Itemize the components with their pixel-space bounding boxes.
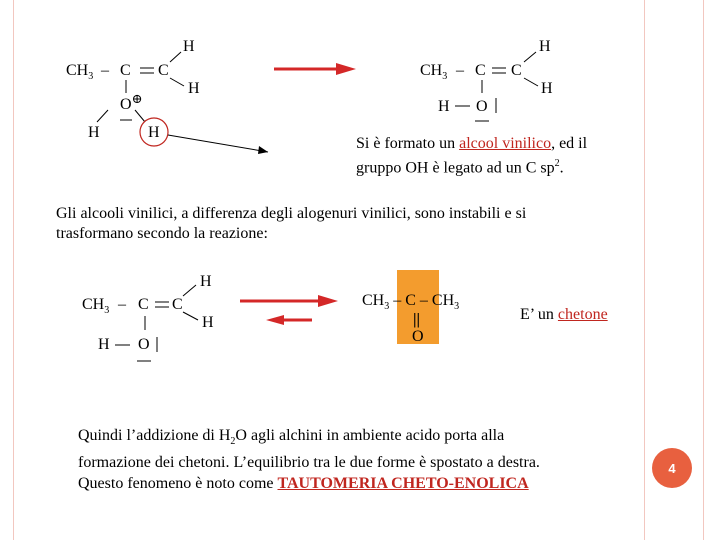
note-alcool-vinilico: Si è formato un alcool vinilico, ed il gruppo OH è legato ad un C $sp^2$.	[356, 135, 588, 177]
r2l-h-right: H	[202, 314, 214, 331]
r1-main-arrowhead	[336, 63, 356, 75]
r1l-dash: –	[101, 62, 109, 79]
term-chetone: chetone	[557, 306, 608, 323]
r1r-o: O	[476, 98, 488, 115]
r2l-o: O	[138, 336, 150, 353]
note-chetone: E’ un chetone	[520, 306, 608, 323]
r1l-o: O⊕	[120, 91, 143, 113]
r1-electron-arrow	[168, 135, 268, 152]
r2l-c1: C	[138, 296, 149, 313]
r2l-h-o: H	[98, 336, 110, 353]
r1-electron-arrowhead	[258, 146, 268, 154]
r1l-c1: C	[120, 62, 131, 79]
r2r-double-bond: ||	[413, 311, 421, 328]
r1r-h-o: H	[438, 98, 450, 115]
positive-charge-icon: ⊕	[131, 91, 143, 106]
r1l-c2: C	[158, 62, 169, 79]
page-number-badge: 4	[652, 448, 692, 488]
r2-forward-arrowhead	[318, 295, 338, 307]
r2r-o: O	[412, 328, 424, 345]
r2l-dash: –	[118, 296, 126, 313]
r2l-c2: C	[172, 296, 183, 313]
intro-paragraph: Gli alcooli vinilici, a differenza degli alogenuri vinilici, sono instabili e si trasformano secondo la reazione:	[56, 205, 527, 242]
r1l-h-left: H	[88, 124, 100, 141]
r1r-c1: C	[475, 62, 486, 79]
r1r-h-top: H	[539, 38, 551, 55]
conclusion-paragraph: Quindi l’addizione di $H_2O$ agli alchini in ambiente acido porta alla formazione dei chetoni. L’equilibrio tra le due forme è spostato a destra. Questo fenomeno è noto come TAUTOMERIA CHETO-ENOLICA	[78, 427, 540, 493]
r1r-dash: –	[456, 62, 464, 79]
r1l-ch3: $CH_3$	[66, 62, 94, 83]
r2r-carbonyl-c: C	[405, 292, 416, 309]
r2l-c2-hright-bond	[183, 312, 198, 320]
r1r-c2-hright-bond	[524, 78, 538, 86]
r1r-c2: C	[511, 62, 522, 79]
r2-backward-arrowhead	[266, 315, 284, 325]
r1r-h-right: H	[541, 80, 553, 97]
r2l-h-top: H	[200, 273, 212, 290]
term-tautomeria: TAUTOMERIA CHETO-ENOLICA	[277, 475, 529, 493]
r1r-c2-htop-bond	[524, 52, 536, 62]
r1l-h-right: H	[188, 80, 200, 97]
r2l-c2-htop-bond	[183, 285, 196, 296]
r1l-h-circled: H	[148, 124, 160, 141]
r2r-formula: $CH_3$ – C – $CH_3$	[362, 292, 460, 313]
r1l-h-top: H	[183, 38, 195, 55]
r1l-c2-htop-bond	[170, 52, 181, 62]
r2l-ch3: $CH_3$	[82, 296, 110, 317]
r1l-c2-hright-bond	[170, 78, 184, 86]
r1r-ch3: $CH_3$	[420, 62, 448, 83]
r1l-o-hleft-bond	[97, 110, 108, 122]
term-alcool-vinilico: alcool vinilico	[459, 135, 552, 152]
